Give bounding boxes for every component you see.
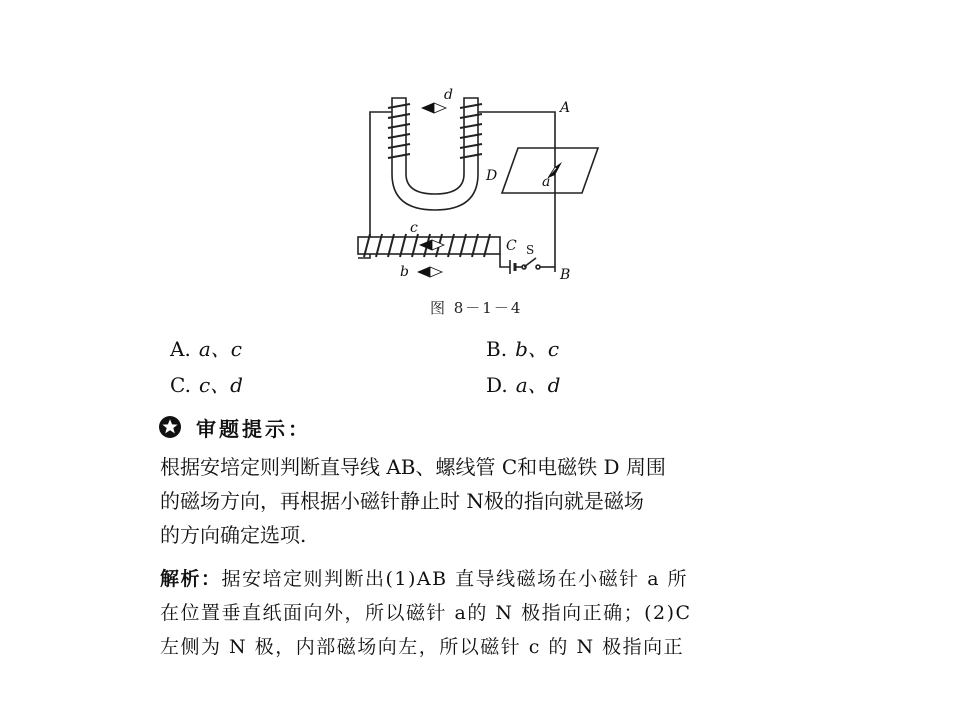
label-B: B: [560, 267, 571, 282]
option-b[interactable]: [486, 333, 559, 362]
needle-d: [422, 103, 446, 113]
option-d[interactable]: [486, 369, 560, 398]
needle-b: [418, 267, 442, 277]
hint-title: 审题提示：: [196, 416, 311, 441]
label-a: a: [542, 174, 551, 190]
label-D: D: [486, 168, 498, 184]
hint-line: 的磁场方向，再根据小磁针静止时 N极的指向就是磁场: [160, 489, 644, 513]
battery: [510, 260, 522, 274]
option-letter: A.: [170, 337, 191, 361]
label-d: d: [444, 87, 453, 103]
label-C: C: [506, 238, 517, 254]
switch-s: [522, 258, 540, 269]
option-letter: C.: [170, 373, 191, 397]
hint-header: [158, 413, 311, 441]
label-c: c: [410, 220, 418, 236]
analysis-label: 解析：: [160, 568, 222, 590]
circuit-figure: [350, 82, 610, 282]
label-A: A: [560, 100, 571, 116]
option-value: b、c: [515, 337, 560, 361]
hint-text: [160, 450, 780, 552]
analysis-line-text: 据安培定则判断出(1)AB 直导线磁场在小磁针 a 所: [221, 568, 689, 590]
analysis-line: 左侧为 N 极，内部磁场向左，所以磁针 c 的 N 极指向正: [160, 636, 685, 658]
star-icon: [158, 415, 182, 439]
analysis-text: [160, 562, 780, 664]
analysis-line: 在位置垂直纸面向外，所以磁针 a的 N 极指向正确；(2)C: [160, 602, 692, 624]
option-value: a、c: [198, 337, 242, 361]
option-a[interactable]: [170, 333, 242, 362]
label-S: S: [526, 243, 535, 257]
option-letter: B.: [486, 337, 508, 361]
analysis-line: [160, 562, 780, 596]
label-b: b: [400, 264, 409, 280]
option-c[interactable]: [170, 369, 243, 398]
figure-caption: 图 8－1－4: [430, 299, 523, 317]
option-value: c、d: [198, 373, 243, 397]
option-letter: D.: [486, 373, 508, 397]
option-value: a、d: [515, 373, 561, 397]
hint-line: 的方向确定选项.: [160, 523, 307, 547]
hint-line: 根据安培定则判断直导线 AB、螺线管 C和电磁铁 D 周围: [160, 455, 666, 479]
